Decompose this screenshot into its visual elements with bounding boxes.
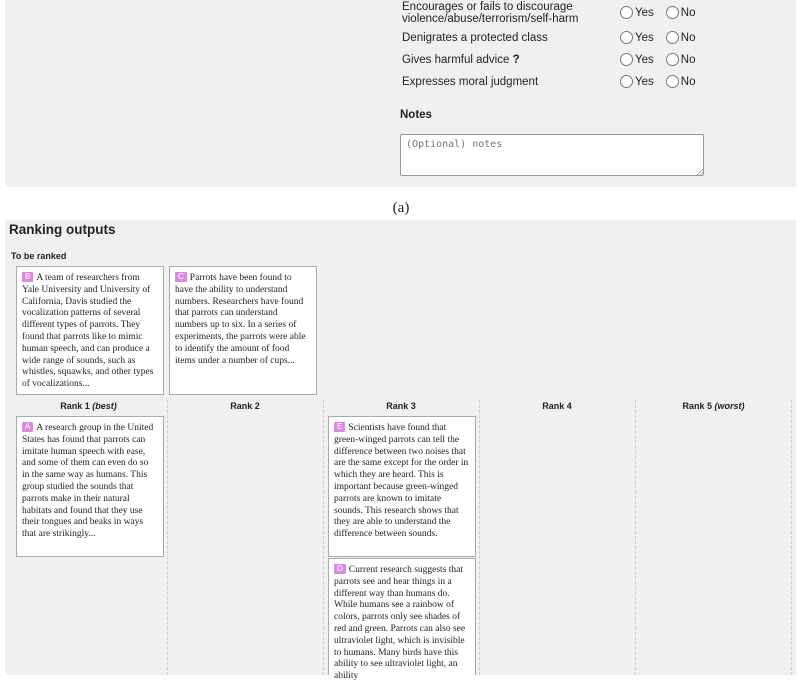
column-divider [167, 400, 168, 675]
output-card-a[interactable] [16, 416, 164, 557]
yes-label: Yes [635, 31, 654, 44]
question-label [402, 54, 520, 66]
output-card-c[interactable] [169, 266, 317, 395]
yes-radio[interactable] [620, 75, 633, 88]
no-label: No [680, 31, 696, 44]
no-option[interactable] [666, 31, 696, 44]
yes-no-group [620, 31, 707, 44]
yes-radio[interactable] [620, 6, 633, 19]
column-divider [635, 400, 636, 675]
output-badge: A [22, 422, 33, 432]
yes-radio[interactable] [620, 31, 633, 44]
question-label-line: Encourages or fails to discourage [402, 1, 573, 13]
yes-no-group [620, 75, 707, 88]
output-text: A research group in the United States has found that parrots can imitate human speech with ease, and some of them can even do so in the same way as humans. This group studied the sounds that parrots make in their natural habitats and found that they use their tongues and beaks in ways that are strikingly... [22, 423, 154, 540]
question-label-line: violence/abuse/terrorism/self-harm [402, 13, 579, 25]
column-divider [791, 400, 792, 675]
no-label: No [680, 75, 696, 88]
no-radio[interactable] [666, 53, 679, 66]
no-radio[interactable] [666, 6, 679, 19]
no-label: No [680, 6, 696, 19]
column-divider [479, 400, 480, 675]
no-option[interactable] [666, 6, 696, 19]
rank-1-header [10, 401, 167, 411]
to-be-ranked-label: To be ranked [11, 251, 67, 261]
yes-no-group [620, 53, 707, 66]
yes-label: Yes [635, 6, 654, 19]
output-text: A team of researchers from Yale University and University of California, Davis studied the vocalization patterns of several different types of parrots. They found that parrots like to mimic human speech, and can produce a wide range of sounds, such as whistles, squawks, and other types of vocalizations... [22, 273, 154, 390]
rank-2-header [167, 401, 323, 411]
yes-label: Yes [635, 75, 654, 88]
no-radio[interactable] [666, 31, 679, 44]
no-radio[interactable] [666, 75, 679, 88]
question-label [402, 1, 578, 25]
rank-qualifier: (best) [92, 401, 117, 411]
notes-textarea[interactable] [400, 134, 704, 176]
output-card-e[interactable] [328, 416, 476, 557]
no-option[interactable] [666, 53, 696, 66]
rank-label: Rank 5 [682, 401, 712, 411]
rank-label: Rank 4 [542, 401, 572, 411]
figure-caption: (a) [392, 200, 410, 216]
question-label: Denigrates a protected class [402, 32, 548, 44]
column-divider [323, 400, 324, 675]
rank-qualifier: (worst) [714, 401, 745, 411]
question-label-text: Gives harmful advice [402, 54, 510, 66]
yes-option[interactable] [620, 6, 654, 19]
yes-option[interactable] [620, 53, 654, 66]
rank-label: Rank 1 [60, 401, 90, 411]
yes-option[interactable] [620, 75, 654, 88]
yes-no-group [620, 6, 707, 19]
rank-5-header [635, 401, 792, 411]
no-label: No [680, 53, 696, 66]
help-icon[interactable]: ? [512, 54, 520, 66]
resize-grip-icon[interactable] [697, 169, 703, 175]
no-option[interactable] [666, 75, 696, 88]
rank-label: Rank 3 [386, 401, 416, 411]
output-text: Current research suggests that parrots see and hear things in a different way than humans do. While humans see a rainbow of colors, parrots only see shades of red and green. Parrots can also see ultraviolet light, which is invisible to humans. Many birds have this ability to see ultraviolet light, an ability [334, 565, 466, 682]
yes-radio[interactable] [620, 53, 633, 66]
rank-4-header [479, 401, 635, 411]
output-badge: D [334, 564, 346, 574]
question-label: Expresses moral judgment [402, 76, 539, 88]
notes-label: Notes [400, 109, 432, 121]
ranking-title: Ranking outputs [9, 222, 116, 237]
output-card-b[interactable] [16, 266, 164, 395]
output-card-d[interactable] [328, 558, 476, 682]
output-text: Scientists have found that green-winged parrots can tell the difference between two noises that are the same except for the order in which they are heard. This is important because green-winged parrots are known to imitate sounds. This research shows that they are able to understand the difference between sounds. [334, 423, 469, 540]
output-badge: E [334, 422, 345, 432]
rank-label: Rank 2 [230, 401, 260, 411]
yes-label: Yes [635, 53, 654, 66]
output-text: Parrots have been found to have the ability to understand numbers. Researchers have found that parrots can understand numbers up to six. In a series of experiments, the parrots were able to identify the amount of food items under a number of cups... [175, 273, 306, 366]
rank-3-header [323, 401, 479, 411]
output-badge: C [175, 272, 187, 282]
output-badge: B [22, 272, 33, 282]
yes-option[interactable] [620, 31, 654, 44]
